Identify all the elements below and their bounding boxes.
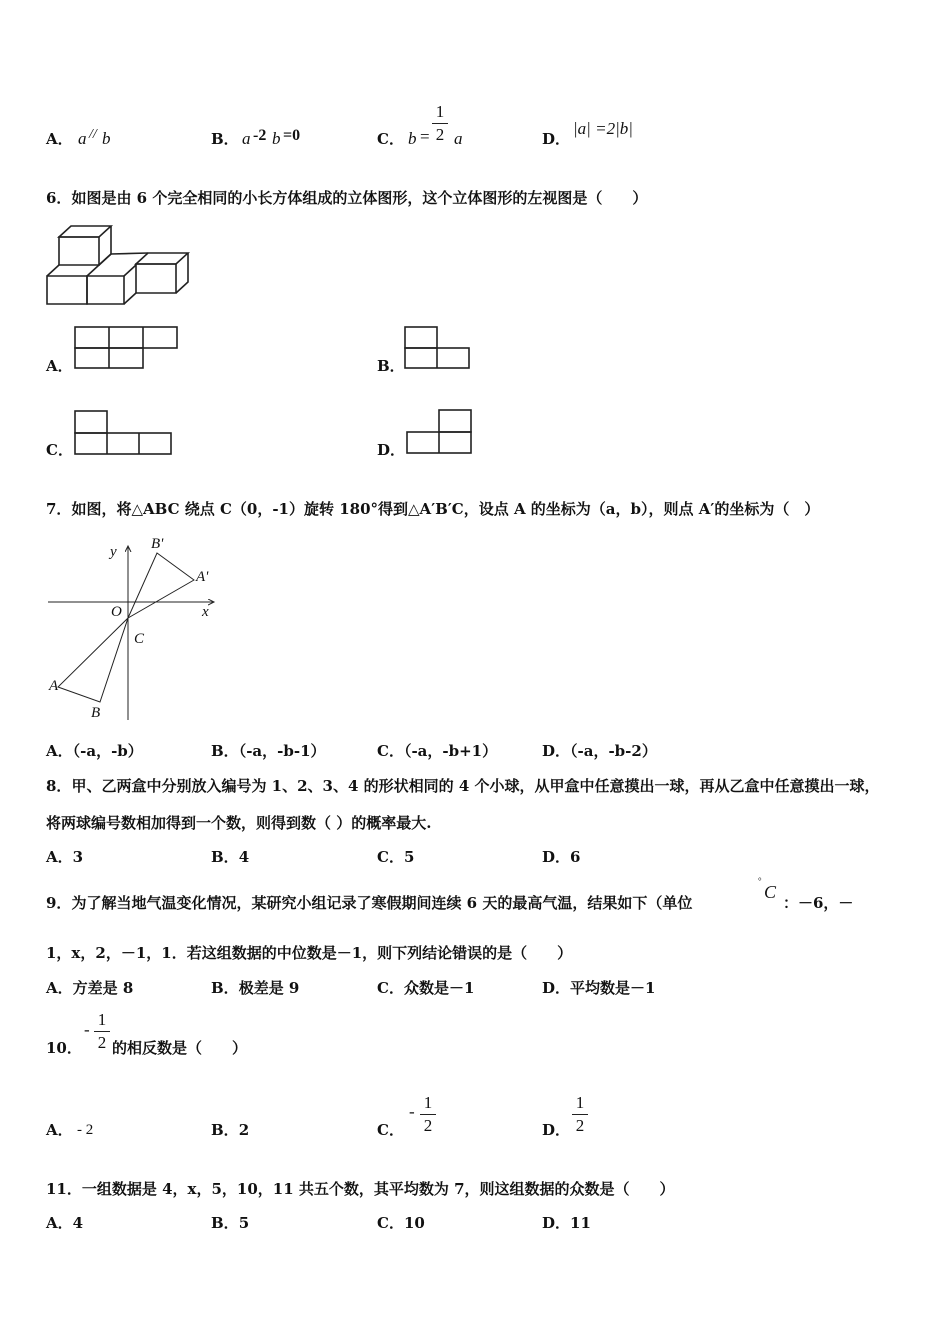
q7-coordinate-figure: [44, 536, 220, 726]
q9-option-c-label: C．: [377, 979, 404, 997]
point-a-label: A: [49, 678, 59, 694]
point-c-label: C: [134, 631, 145, 647]
q8-option-b: [211, 846, 249, 867]
q9-option-c-text: 众数是－1: [403, 979, 475, 997]
point-b-prime-label: B': [151, 536, 164, 552]
q10-option-d-fraction: [572, 1093, 588, 1136]
q10-frac-num: 1: [97, 1010, 107, 1029]
q7-option-a-label: A．: [46, 742, 73, 760]
triangle-a-prime-b-prime-c: [128, 553, 194, 618]
q7-option-b-label: B．: [211, 742, 239, 760]
q11-option-d-label: D．: [542, 1214, 571, 1232]
q7-option-b: [211, 740, 326, 761]
q11-option-c: [377, 1212, 425, 1233]
q10-number: 10．: [46, 1039, 82, 1057]
q9-unit-c: C: [764, 882, 777, 902]
q8-option-a: [46, 846, 83, 867]
q10-option-c-frac-num: 1: [423, 1093, 433, 1112]
origin-label: O: [111, 604, 122, 620]
q5-option-c-math-eq: =: [420, 127, 430, 146]
q9-option-c: [377, 977, 474, 998]
q5-option-c-math-lhs: b: [408, 129, 417, 148]
q10-frac-den: 2: [97, 1033, 107, 1052]
q7-option-c-label: C．: [377, 742, 404, 760]
q10-option-a-label: A．: [46, 1121, 73, 1139]
q10-sign: -: [84, 1020, 90, 1039]
q9-option-d-text: 平均数是－1: [570, 979, 656, 997]
q7-option-a: [46, 740, 143, 761]
q6-option-b-label: B．: [377, 357, 405, 375]
q8-option-d-text: 6: [570, 848, 581, 866]
q10-option-b-text: 2: [238, 1121, 250, 1139]
point-a-prime-label: A': [196, 569, 209, 585]
q11-option-b-label: B．: [211, 1214, 239, 1232]
q9-unit-degree: °: [758, 876, 762, 886]
q11-option-c-label: C．: [377, 1214, 404, 1232]
q5-option-a-math-op: //: [89, 127, 97, 142]
q5-option-d-math: |a| =2|b|: [573, 119, 633, 138]
q5-option-b-label: B．: [211, 130, 239, 148]
q8-text-line1: 甲、乙两盒中分别放入编号为 1、2、3、4 的形状相同的 4 个小球，从甲盒中任意摸出一球，再从乙盒中任意摸出一球，: [71, 777, 880, 795]
q7-stem: [46, 498, 819, 519]
point-b-label: B: [91, 705, 101, 721]
q6-text: 如图是由 6 个完全相同的小长方体组成的立体图形，这个立体图形的左视图是（ ）: [71, 189, 648, 207]
q10-option-d-frac-num: 1: [575, 1093, 585, 1112]
q9-stem-line2: 1，x，2，－1，1．若这组数据的中位数是－1，则下列结论错误的是（ ）: [46, 944, 573, 962]
q10-option-b: [211, 1119, 249, 1140]
view-d-icon: [406, 409, 474, 455]
fraction-bar: [420, 1114, 436, 1115]
q11-option-d-text: 11: [570, 1214, 591, 1232]
q9-option-b-label: B．: [211, 979, 239, 997]
q11-option-c-text: 10: [403, 1214, 425, 1232]
q5-option-b-math-op: -2: [253, 127, 267, 144]
q9-option-d-label: D．: [542, 979, 571, 997]
q5-option-c-frac-den: 2: [435, 125, 445, 144]
q8-number: 8．: [46, 777, 72, 795]
q7-option-d-label: D．: [542, 742, 571, 760]
q7-number: 7．: [46, 500, 72, 518]
q10-option-d-frac-den: 2: [575, 1116, 585, 1135]
q5-option-c-math-rhs: a: [454, 129, 463, 148]
q10-option-a-text: - 2: [77, 1122, 94, 1138]
q7-option-c: [377, 740, 497, 761]
q5-option-c-frac-num: 1: [435, 102, 445, 121]
q6-option-d-label: D．: [377, 441, 406, 459]
q10-option-c-frac-den: 2: [423, 1116, 433, 1135]
q6-number: 6．: [46, 189, 72, 207]
q11-option-a: [46, 1212, 83, 1233]
fraction-bar: [94, 1031, 110, 1032]
q6-stem: [46, 187, 647, 208]
view-c-icon: [74, 410, 174, 456]
q8-option-c-label: C．: [377, 848, 404, 866]
q10-fraction: [94, 1010, 110, 1053]
q9-option-a-label: A．: [46, 979, 73, 997]
view-b-icon: [404, 326, 472, 370]
triangle-abc: [58, 618, 128, 702]
q8-option-b-label: B．: [211, 848, 239, 866]
q8-option-a-label: A．: [46, 848, 73, 866]
q7-option-c-text: （-a，-b+1）: [403, 742, 498, 760]
q9-text-line1: 为了解当地气温变化情况，某研究小组记录了寒假期间连续 6 天的最高气温，结果如下（单位: [71, 894, 693, 912]
q8-option-c-text: 5: [403, 848, 415, 866]
q11-number: 11．: [46, 1180, 82, 1198]
q8-stem-line2: 将两球编号数相加得到一个数，则得到数（ ）的概率最大.: [46, 814, 432, 832]
q8-option-d: [542, 846, 580, 867]
q10-option-c-sign: -: [409, 1102, 415, 1121]
q9-option-a: [46, 977, 133, 998]
q5-option-b-math-a: a: [242, 129, 251, 148]
fraction-bar: [432, 123, 448, 124]
q10-option-c-label: C．: [377, 1121, 404, 1139]
q7-option-d: [542, 740, 657, 761]
q9-number: 9．: [46, 894, 72, 912]
q10-option-b-label: B．: [211, 1121, 239, 1139]
3d-blocks-figure: [44, 222, 196, 312]
q5-option-c-label: C．: [377, 130, 404, 148]
q8-option-c: [377, 846, 414, 867]
q7-figure-lines: [44, 536, 220, 726]
q9-option-b-text: 极差是 9: [238, 979, 300, 997]
q10-option-d-label: D．: [542, 1121, 571, 1139]
q5-option-a-label: A．: [46, 130, 73, 148]
q11-stem: [46, 1178, 675, 1199]
q5-option-b-math-tail: =0: [283, 127, 301, 144]
q8-option-d-label: D．: [542, 848, 571, 866]
q7-option-b-text: （-a，-b-1）: [238, 742, 326, 760]
q6-option-a-label: A．: [46, 357, 73, 375]
q5-option-c-fraction: [432, 102, 448, 145]
q8-stem-line1: [46, 775, 880, 796]
q11-option-b-text: 5: [238, 1214, 250, 1232]
q7-text: 如图，将△ABC 绕点 C（0，-1）旋转 180°得到△A′B′C，设点 A 的坐标为（a，b），则点 A′的坐标为（ ）: [71, 500, 820, 518]
y-axis-label: y: [110, 544, 117, 560]
q11-option-d: [542, 1212, 591, 1233]
fraction-bar: [572, 1114, 588, 1115]
q5-option-d-label: D．: [542, 130, 571, 148]
q5-option-a-math-a: a: [78, 129, 87, 148]
q9-option-a-text: 方差是 8: [72, 979, 134, 997]
q6-option-c-label: C．: [46, 441, 73, 459]
q9-option-d: [542, 977, 655, 998]
q7-option-d-text: （-a，-b-2）: [570, 742, 657, 760]
q11-text: 一组数据是 4，x，5，10，11 共五个数，其平均数为 7，则这组数据的众数是（ ）: [81, 1180, 675, 1198]
q11-option-b: [211, 1212, 249, 1233]
x-axis-label: x: [202, 604, 209, 620]
q5-option-b-math-b: b: [272, 129, 281, 148]
q8-option-a-text: 3: [72, 848, 84, 866]
q8-option-b-text: 4: [238, 848, 250, 866]
q9-option-b: [211, 977, 299, 998]
q7-option-a-text: （-a，-b）: [72, 742, 143, 760]
q10-text: 的相反数是（ ）: [112, 1039, 248, 1057]
q11-option-a-label: A．: [46, 1214, 73, 1232]
q10-option-c-fraction: [420, 1093, 436, 1136]
q9-stem-line1: [46, 892, 692, 913]
q11-option-a-text: 4: [72, 1214, 84, 1232]
view-a-icon: [74, 326, 178, 370]
q5-option-a-math-b: b: [102, 129, 111, 148]
q9-text-line1-tail: ：－6，－: [783, 894, 854, 912]
